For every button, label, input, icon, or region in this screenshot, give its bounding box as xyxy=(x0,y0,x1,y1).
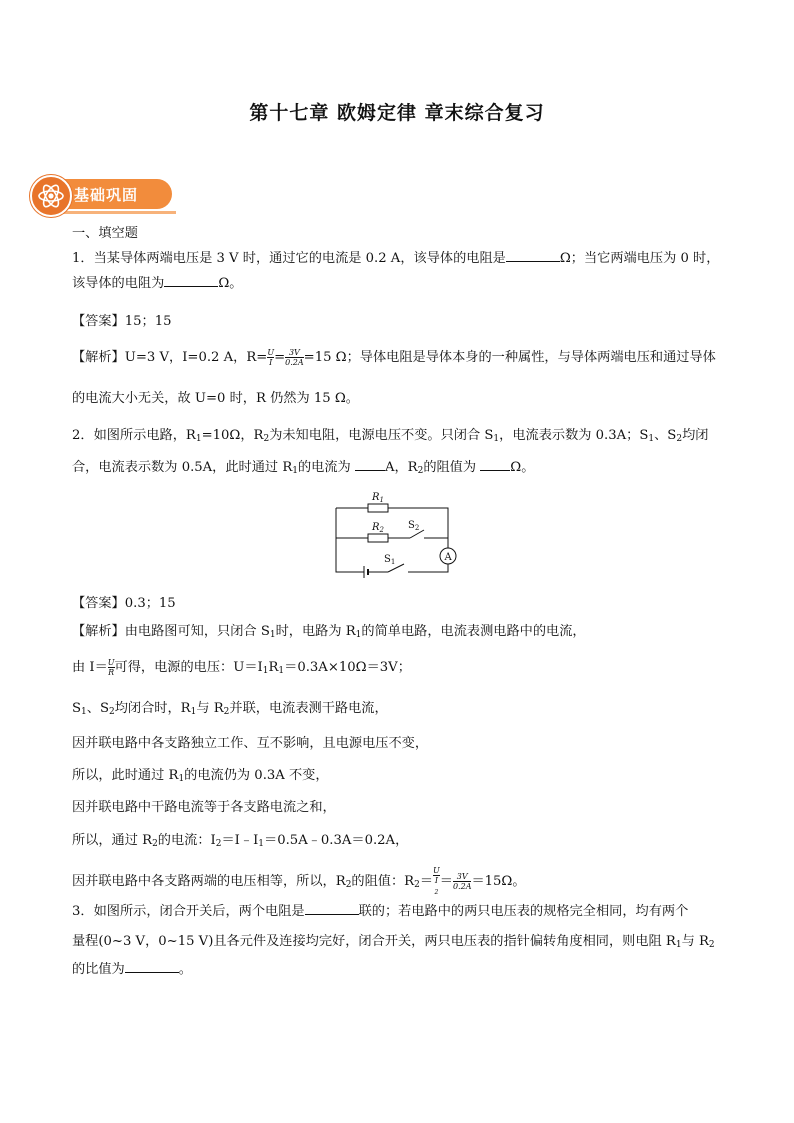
svg-text:R2: $R_2$ xyxy=(372,522,384,534)
svg-text:S2: $S_2$ xyxy=(408,520,420,532)
badge-underline xyxy=(60,211,176,214)
resistor-r1 xyxy=(368,504,388,512)
q3-line2: 量程(0~3 V，0~15 V)且各元件及连接均完好，闭合开关，两只电压表的指针偏转角度相同，则电阻 $R_1$与 $R_2$ xyxy=(72,934,715,950)
q1-line1: 1．当某导体两端电压是 3 V 时，通过它的电流是 0.2 A，该导体的电阻是 Ω；当它两端电压为 0 时， xyxy=(72,251,720,266)
q1-blank-1 xyxy=(506,249,560,262)
fraction: $\frac{3V}{0.2A}$ xyxy=(285,348,304,367)
q2-answer: 【答案】0.3；15 xyxy=(72,596,176,611)
fraction: $\frac{U}{I}$ xyxy=(267,348,275,367)
q1-analysis-line2: 的电流大小无关，故 U=0 时，R 仍然为 15 Ω。 xyxy=(72,391,359,406)
svg-text:R1: $R_1$ xyxy=(372,492,384,504)
q2-analysis-line5: 所以，此时通过 $R_1$的电流仍为 0.3A 不变， xyxy=(72,768,329,784)
q1-line2: 该导体的电阻为 Ω。 xyxy=(72,276,243,291)
fraction: $\frac{3V}{0.2A}$ xyxy=(452,872,472,891)
fraction: U I $_2$ xyxy=(433,866,440,896)
q1-analysis-line1: 【解析】U=3 V，I=0.2 A，R= $\frac{U}{I}$ = $\frac{3V}{0.2A}$ =15 Ω；导体电阻是导体本身的一种属性，与导体两端电压和通过导体 xyxy=(72,348,716,367)
section-heading: 一、填空题 xyxy=(72,226,138,241)
q1-blank-2 xyxy=(164,274,218,287)
q2-analysis-line4: 因并联电路中各支路独立工作、互不影响，且电源电压不变， xyxy=(72,736,429,751)
fraction: $\frac{U}{R}$ xyxy=(107,658,115,677)
page-title: 第十七章 欧姆定律 章末综合复习 xyxy=(249,102,545,124)
q2-analysis-line2: 由 I＝ $\frac{U}{R}$ 可得，电源的电压：$U=I_1R_1=0.3A\times 10\Omega=3V$； xyxy=(72,658,411,677)
circuit-diagram xyxy=(330,486,462,578)
q1-answer: 【答案】15；15 xyxy=(72,314,172,329)
q3-blank-2 xyxy=(125,960,179,973)
q2-analysis-line6: 因并联电路中干路电流等于各支路电流之和， xyxy=(72,800,336,815)
atom-icon xyxy=(30,175,72,217)
q2-analysis-line8: 因并联电路中各支路两端的电压相等，所以，$R_2$的阻值：$R_2=$ U I $_2$ ＝ $\frac{3V}{0.2A}$ ＝15Ω。 xyxy=(72,866,526,896)
q2-blank-1 xyxy=(355,458,385,471)
svg-text:S1: $S_1$ xyxy=(384,554,396,566)
q3-line1: 3．如图所示，闭合开关后，两个电阻是 联的；若电路中的两只电压表的规格完全相同，均有两个 xyxy=(72,904,689,919)
q3-blank-1 xyxy=(305,902,359,915)
q2-analysis-line7: 所以，通过 $R_2$的电流：$I_2=I﹣I_1=0.5A﹣0.3A=0.2A$， xyxy=(72,833,409,849)
svg-text:A: A xyxy=(444,552,452,563)
q2-analysis-line1: 【解析】由电路图可知，只闭合 $S_1$时，电路为 $R_1$的简单电路，电流表测电路中的电流， xyxy=(72,624,586,640)
q3-line3: 的比值为 。 xyxy=(72,962,192,977)
badge-label: 基础巩固 xyxy=(74,186,139,204)
section-badge xyxy=(30,175,176,213)
q2-line2: 合，电流表示数为 0.5A，此时通过 $R_1$的电流为 A，$R_2$的阻值为 Ω。 xyxy=(72,460,535,476)
q2-line1: 2．如图所示电路，$R_1=10\Omega$，$R_2$为未知电阻，电源电压不变。只闭合 $S_1$，电流表示数为 0.3A；$S_1$、$S_2$均闭 xyxy=(72,428,709,444)
resistor-r2 xyxy=(368,534,388,542)
q2-analysis-line3: $S_1$、$S_2$均闭合时，$R_1$与 $R_2$并联，电流表测干路电流， xyxy=(72,701,388,717)
q2-blank-2 xyxy=(480,458,510,471)
